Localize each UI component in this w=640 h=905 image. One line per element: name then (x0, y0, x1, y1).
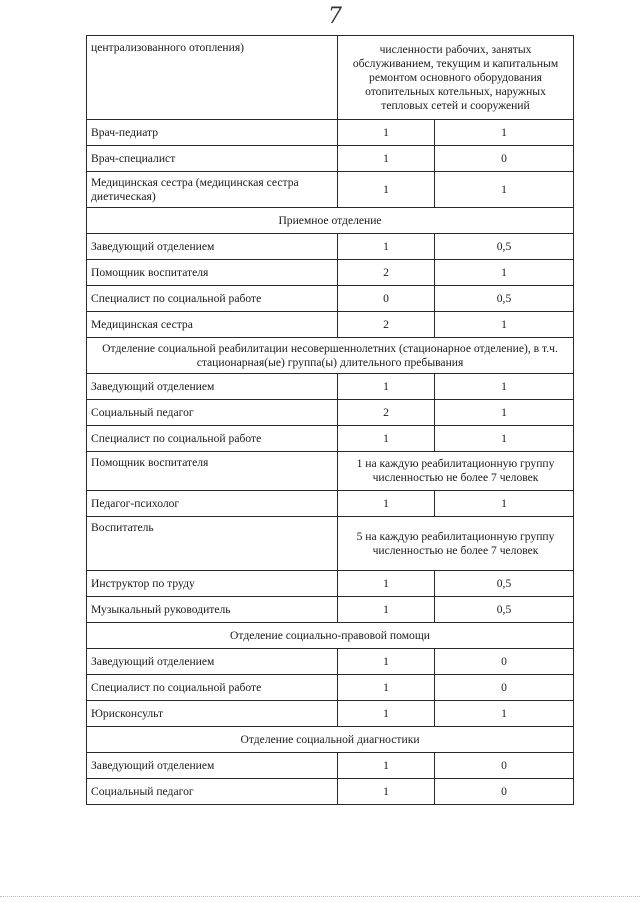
value-col2: 0 (435, 649, 574, 675)
value-col1: 1 (338, 571, 435, 597)
table-row (87, 649, 574, 675)
position-name: Педагог-психолог (87, 491, 338, 517)
table-row (87, 597, 574, 623)
value-col1: 1 (338, 172, 435, 208)
value-col2: 0 (435, 675, 574, 701)
table-row (87, 426, 574, 452)
section-title: Приемное отделение (87, 208, 574, 234)
value-col1: 1 (338, 701, 435, 727)
table-row (87, 571, 574, 597)
table-row (87, 753, 574, 779)
position-name: Музыкальный руководитель (87, 597, 338, 623)
table-row (87, 517, 574, 571)
table-row (87, 260, 574, 286)
position-name: Инструктор по труду (87, 571, 338, 597)
value-col2: 0 (435, 779, 574, 805)
value-col2: 1 (435, 374, 574, 400)
value-col2: 1 (435, 260, 574, 286)
value-col1: 1 (338, 649, 435, 675)
value-col2: 0,5 (435, 286, 574, 312)
staffing-table (86, 35, 574, 805)
value-col2: 0,5 (435, 234, 574, 260)
value-col1: 1 (338, 753, 435, 779)
header-row (87, 36, 574, 120)
value-col1: 1 (338, 779, 435, 805)
position-name: Социальный педагог (87, 779, 338, 805)
value-col1: 1 (338, 675, 435, 701)
section-title: Отделение социальной реабилитации несовершеннолетних (стационарное отделение), в т.ч. стационарная(ые) группа(ы) длительного пребывания (87, 338, 574, 374)
table-row (87, 120, 574, 146)
table-row (87, 374, 574, 400)
header-right-cell: численности рабочих, занятых обслуживанием, текущим и капитальным ремонтом основного оборудования отопительных котельных, наружных тепловых сетей и сооружений (338, 36, 574, 120)
staffing-note: 1 на каждую реабилитационную группу численностью не более 7 человек (338, 452, 574, 491)
page-number: 7 (328, 4, 342, 29)
position-name: Специалист по социальной работе (87, 286, 338, 312)
position-name: Заведующий отделением (87, 753, 338, 779)
table-row (87, 146, 574, 172)
position-name: Помощник воспитателя (87, 452, 338, 491)
value-col1: 0 (338, 286, 435, 312)
value-col2: 1 (435, 120, 574, 146)
section-title: Отделение социально-правовой помощи (87, 623, 574, 649)
value-col2: 0,5 (435, 597, 574, 623)
scan-edge-line (0, 896, 640, 898)
value-col1: 1 (338, 120, 435, 146)
value-col2: 1 (435, 701, 574, 727)
value-col1: 1 (338, 374, 435, 400)
table-row (87, 491, 574, 517)
value-col1: 2 (338, 260, 435, 286)
section-row (87, 208, 574, 234)
value-col2: 1 (435, 400, 574, 426)
value-col2: 0 (435, 146, 574, 172)
position-name: Врач-педиатр (87, 120, 338, 146)
table-row (87, 400, 574, 426)
section-row (87, 338, 574, 374)
position-name: Специалист по социальной работе (87, 675, 338, 701)
position-name: Медицинская сестра (медицинская сестра диетическая) (87, 172, 338, 208)
table-row (87, 312, 574, 338)
section-title: Отделение социальной диагностики (87, 727, 574, 753)
position-name: Юрисконсульт (87, 701, 338, 727)
value-col1: 1 (338, 234, 435, 260)
value-col2: 0 (435, 753, 574, 779)
table-row (87, 675, 574, 701)
position-name: Специалист по социальной работе (87, 426, 338, 452)
value-col1: 1 (338, 491, 435, 517)
position-name: Помощник воспитателя (87, 260, 338, 286)
position-name: Воспитатель (87, 517, 338, 571)
table-row (87, 286, 574, 312)
table-row (87, 779, 574, 805)
value-col1: 1 (338, 146, 435, 172)
position-name: Социальный педагог (87, 400, 338, 426)
value-col2: 1 (435, 426, 574, 452)
position-name: Заведующий отделением (87, 649, 338, 675)
header-left-cell: централизованного отопления) (87, 36, 338, 120)
table-row (87, 172, 574, 208)
position-name: Медицинская сестра (87, 312, 338, 338)
value-col2: 1 (435, 172, 574, 208)
position-name: Заведующий отделением (87, 234, 338, 260)
value-col1: 2 (338, 400, 435, 426)
staffing-note: 5 на каждую реабилитационную группу численностью не более 7 человек (338, 517, 574, 571)
value-col1: 2 (338, 312, 435, 338)
section-row (87, 727, 574, 753)
table-row (87, 234, 574, 260)
value-col1: 1 (338, 597, 435, 623)
table-row (87, 452, 574, 491)
value-col2: 1 (435, 312, 574, 338)
section-row (87, 623, 574, 649)
value-col1: 1 (338, 426, 435, 452)
position-name: Врач-специалист (87, 146, 338, 172)
value-col2: 1 (435, 491, 574, 517)
table-row (87, 701, 574, 727)
position-name: Заведующий отделением (87, 374, 338, 400)
value-col2: 0,5 (435, 571, 574, 597)
